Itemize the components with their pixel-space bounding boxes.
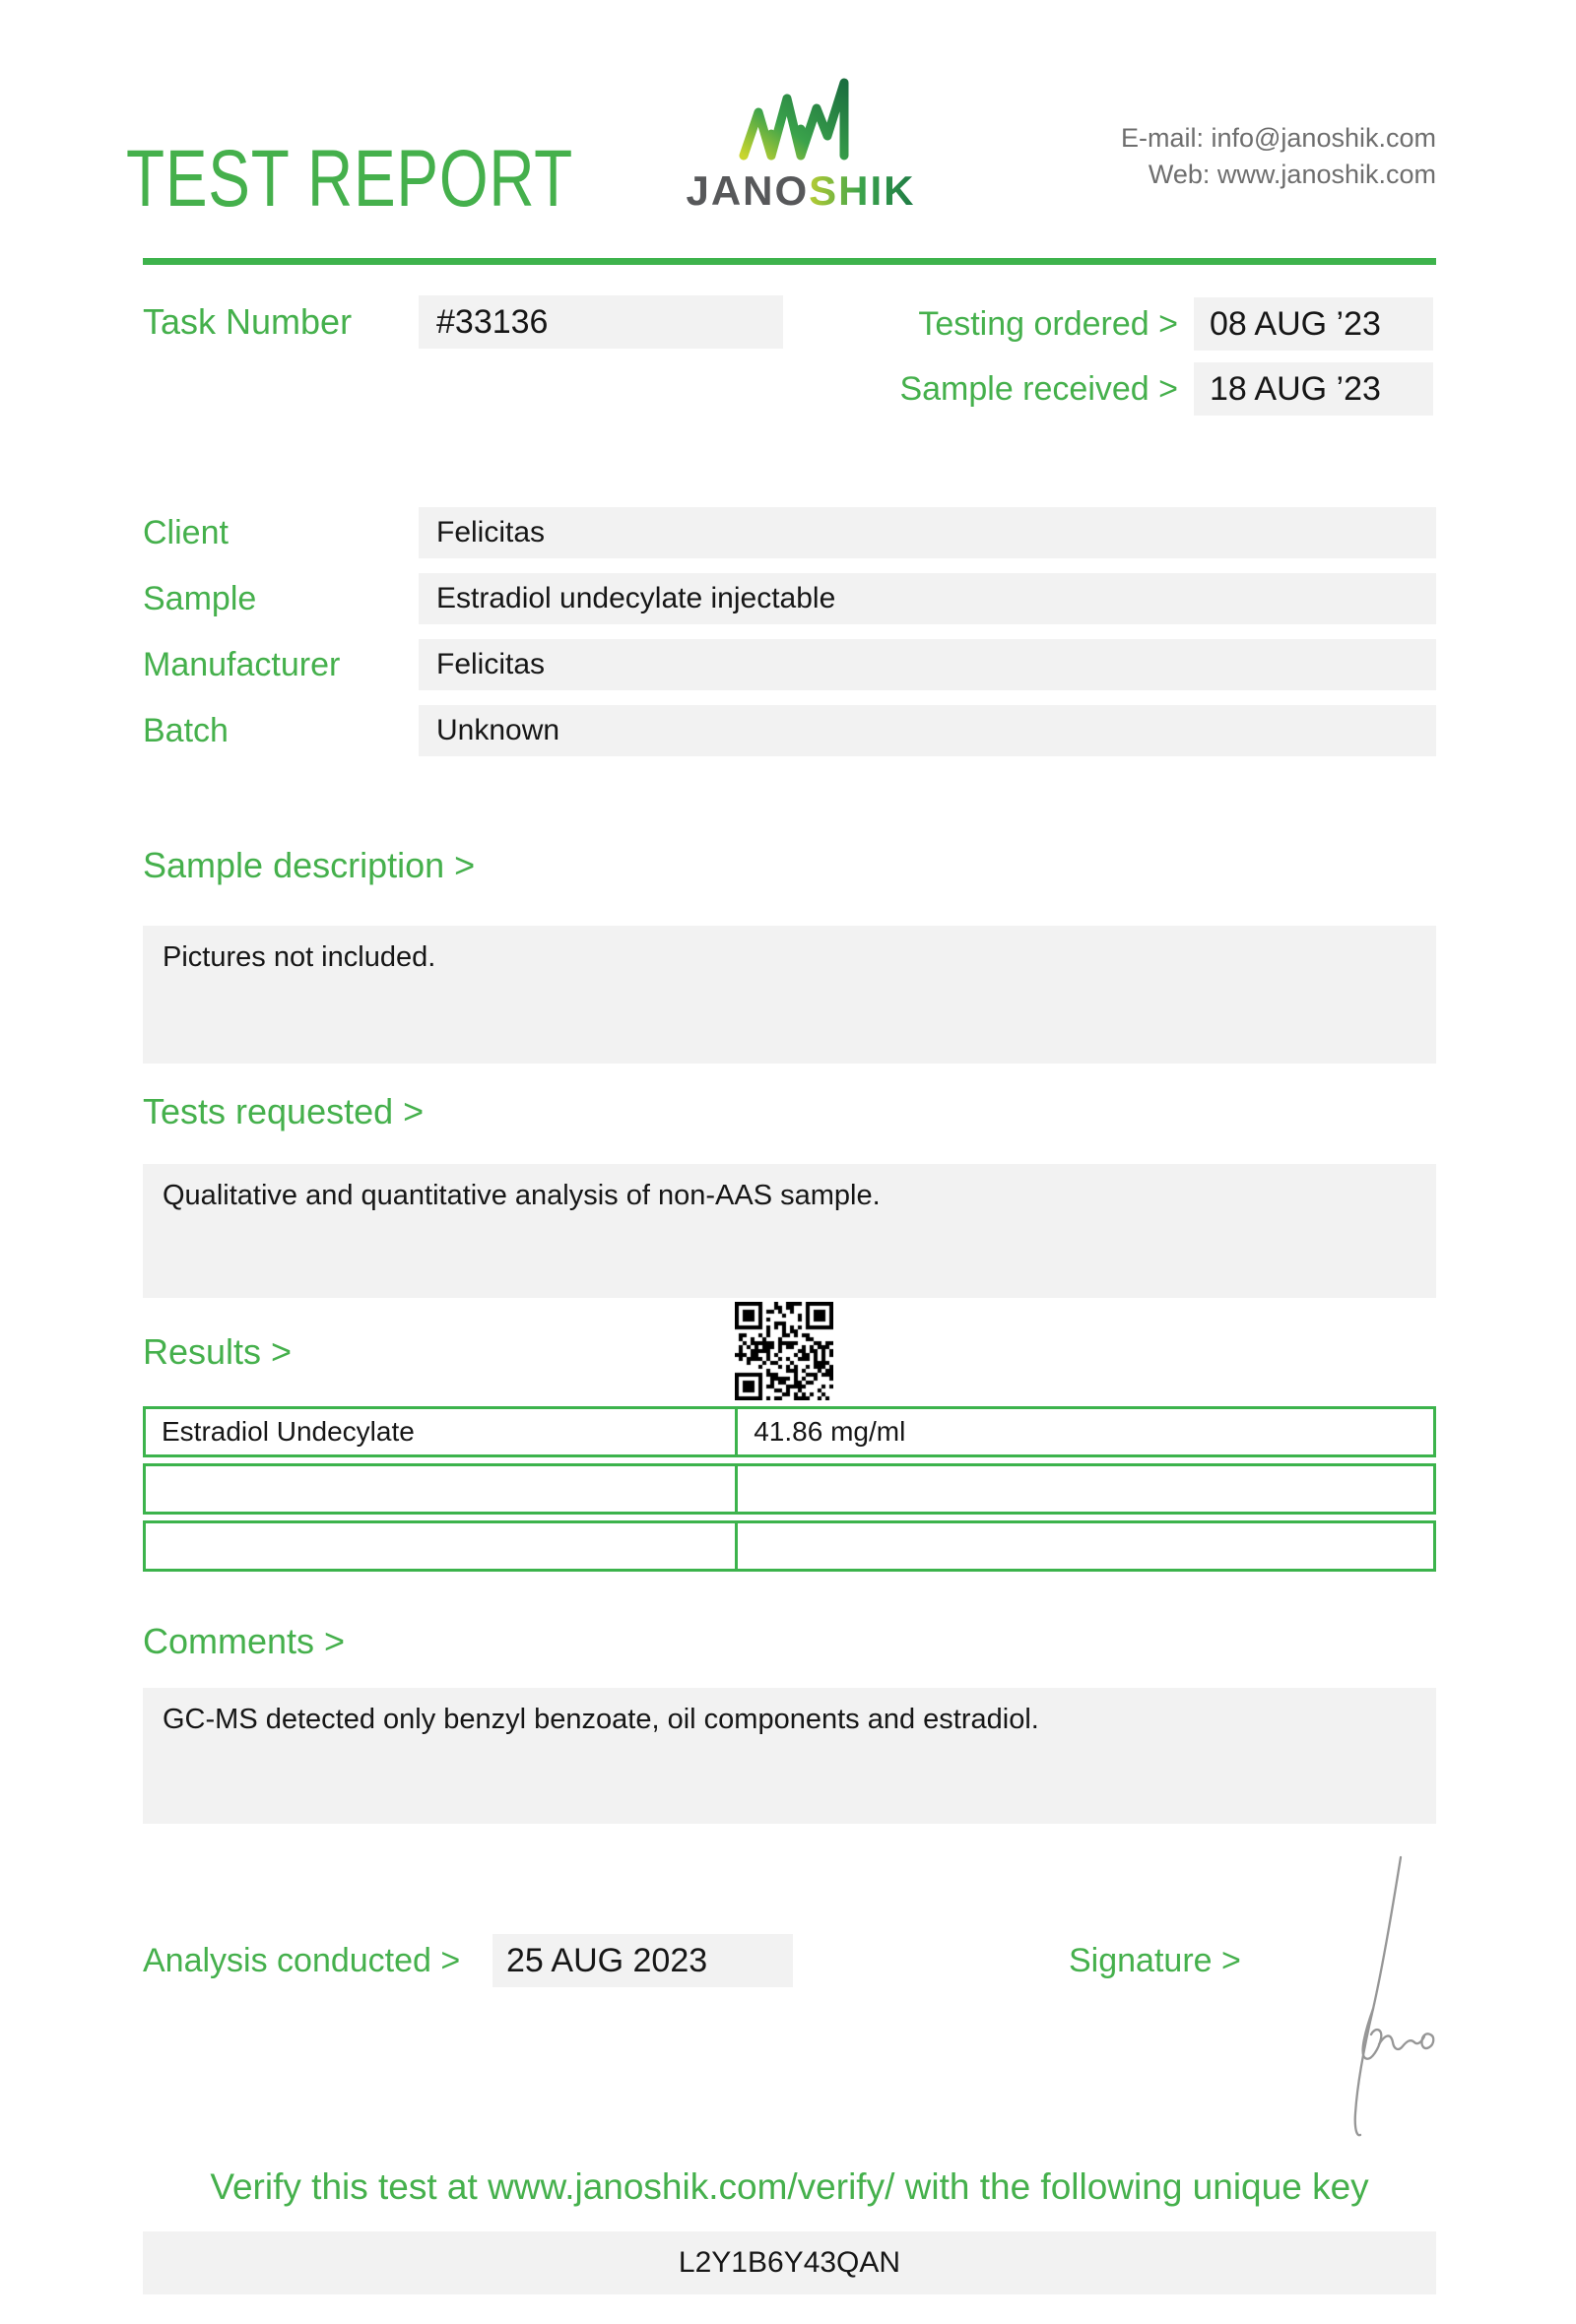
manufacturer-label: Manufacturer xyxy=(143,646,341,683)
contact-email: E-mail: info@janoshik.com xyxy=(1120,123,1436,153)
tests-requested-heading: Tests requested > xyxy=(143,1091,425,1131)
client-row xyxy=(143,507,1436,558)
qr-code xyxy=(735,1302,833,1400)
sample-value: Estradiol undecylate injectable xyxy=(419,573,1436,624)
chart-growth-icon xyxy=(732,75,870,163)
table-row xyxy=(143,1463,1436,1515)
sample-row xyxy=(143,573,1436,624)
results-table xyxy=(143,1406,1436,1578)
sample-description-heading: Sample description > xyxy=(143,845,476,885)
result-value xyxy=(738,1466,1433,1512)
tests-requested-text: Qualitative and quantitative analysis of non-AAS sample. xyxy=(163,1180,881,1211)
testing-ordered-value: 08 AUG ’23 xyxy=(1194,297,1433,351)
verify-instruction: Verify this test at www.janoshik.com/verify/ with the following unique key xyxy=(210,2166,1369,2207)
task-number-value: #33136 xyxy=(419,295,783,349)
sample-received-value: 18 AUG ’23 xyxy=(1194,362,1433,416)
batch-label: Batch xyxy=(143,712,229,749)
results-heading: Results > xyxy=(143,1331,293,1372)
comments-panel xyxy=(143,1688,1436,1824)
client-value: Felicitas xyxy=(419,507,1436,558)
result-value: 41.86 mg/ml xyxy=(754,1416,906,1447)
comments-heading: Comments > xyxy=(143,1621,346,1661)
sample-received-label: Sample received > xyxy=(899,369,1178,408)
page-title: TEST REPORT xyxy=(126,134,574,224)
task-number-label: Task Number xyxy=(143,301,353,342)
sample-description-panel xyxy=(143,926,1436,1064)
brand-name-shik: SHIK xyxy=(809,167,916,214)
brand-name xyxy=(678,167,924,215)
brand-name-jano: JANO xyxy=(686,167,810,214)
table-row xyxy=(143,1406,1436,1457)
analysis-conducted-value: 25 AUG 2023 xyxy=(492,1934,793,1987)
signature-image xyxy=(1300,1849,1473,2145)
manufacturer-value: Felicitas xyxy=(419,639,1436,690)
contact-info xyxy=(1121,120,1436,193)
sample-label: Sample xyxy=(143,580,257,617)
table-row xyxy=(143,1520,1436,1572)
testing-ordered-label: Testing ordered > xyxy=(918,304,1178,343)
result-substance: Estradiol Undecylate xyxy=(146,1409,738,1454)
manufacturer-row xyxy=(143,639,1436,690)
brand-logo xyxy=(678,75,924,215)
testing-ordered-row xyxy=(918,297,1433,351)
result-value xyxy=(738,1523,1433,1569)
comments-text: GC-MS detected only benzyl benzoate, oil components and estradiol. xyxy=(163,1704,1039,1735)
contact-web: Web: www.janoshik.com xyxy=(1148,160,1436,189)
batch-row xyxy=(143,705,1436,756)
result-substance xyxy=(146,1466,738,1512)
analysis-conducted-label: Analysis conducted > xyxy=(143,1942,461,1979)
header-divider xyxy=(143,258,1436,265)
verify-key: L2Y1B6Y43QAN xyxy=(143,2231,1436,2294)
result-substance xyxy=(146,1523,738,1569)
sample-description-text: Pictures not included. xyxy=(163,941,436,973)
batch-value: Unknown xyxy=(419,705,1436,756)
client-label: Client xyxy=(143,514,229,551)
signature-label: Signature > xyxy=(1069,1942,1241,1979)
sample-received-row xyxy=(899,362,1433,416)
tests-requested-panel xyxy=(143,1164,1436,1298)
